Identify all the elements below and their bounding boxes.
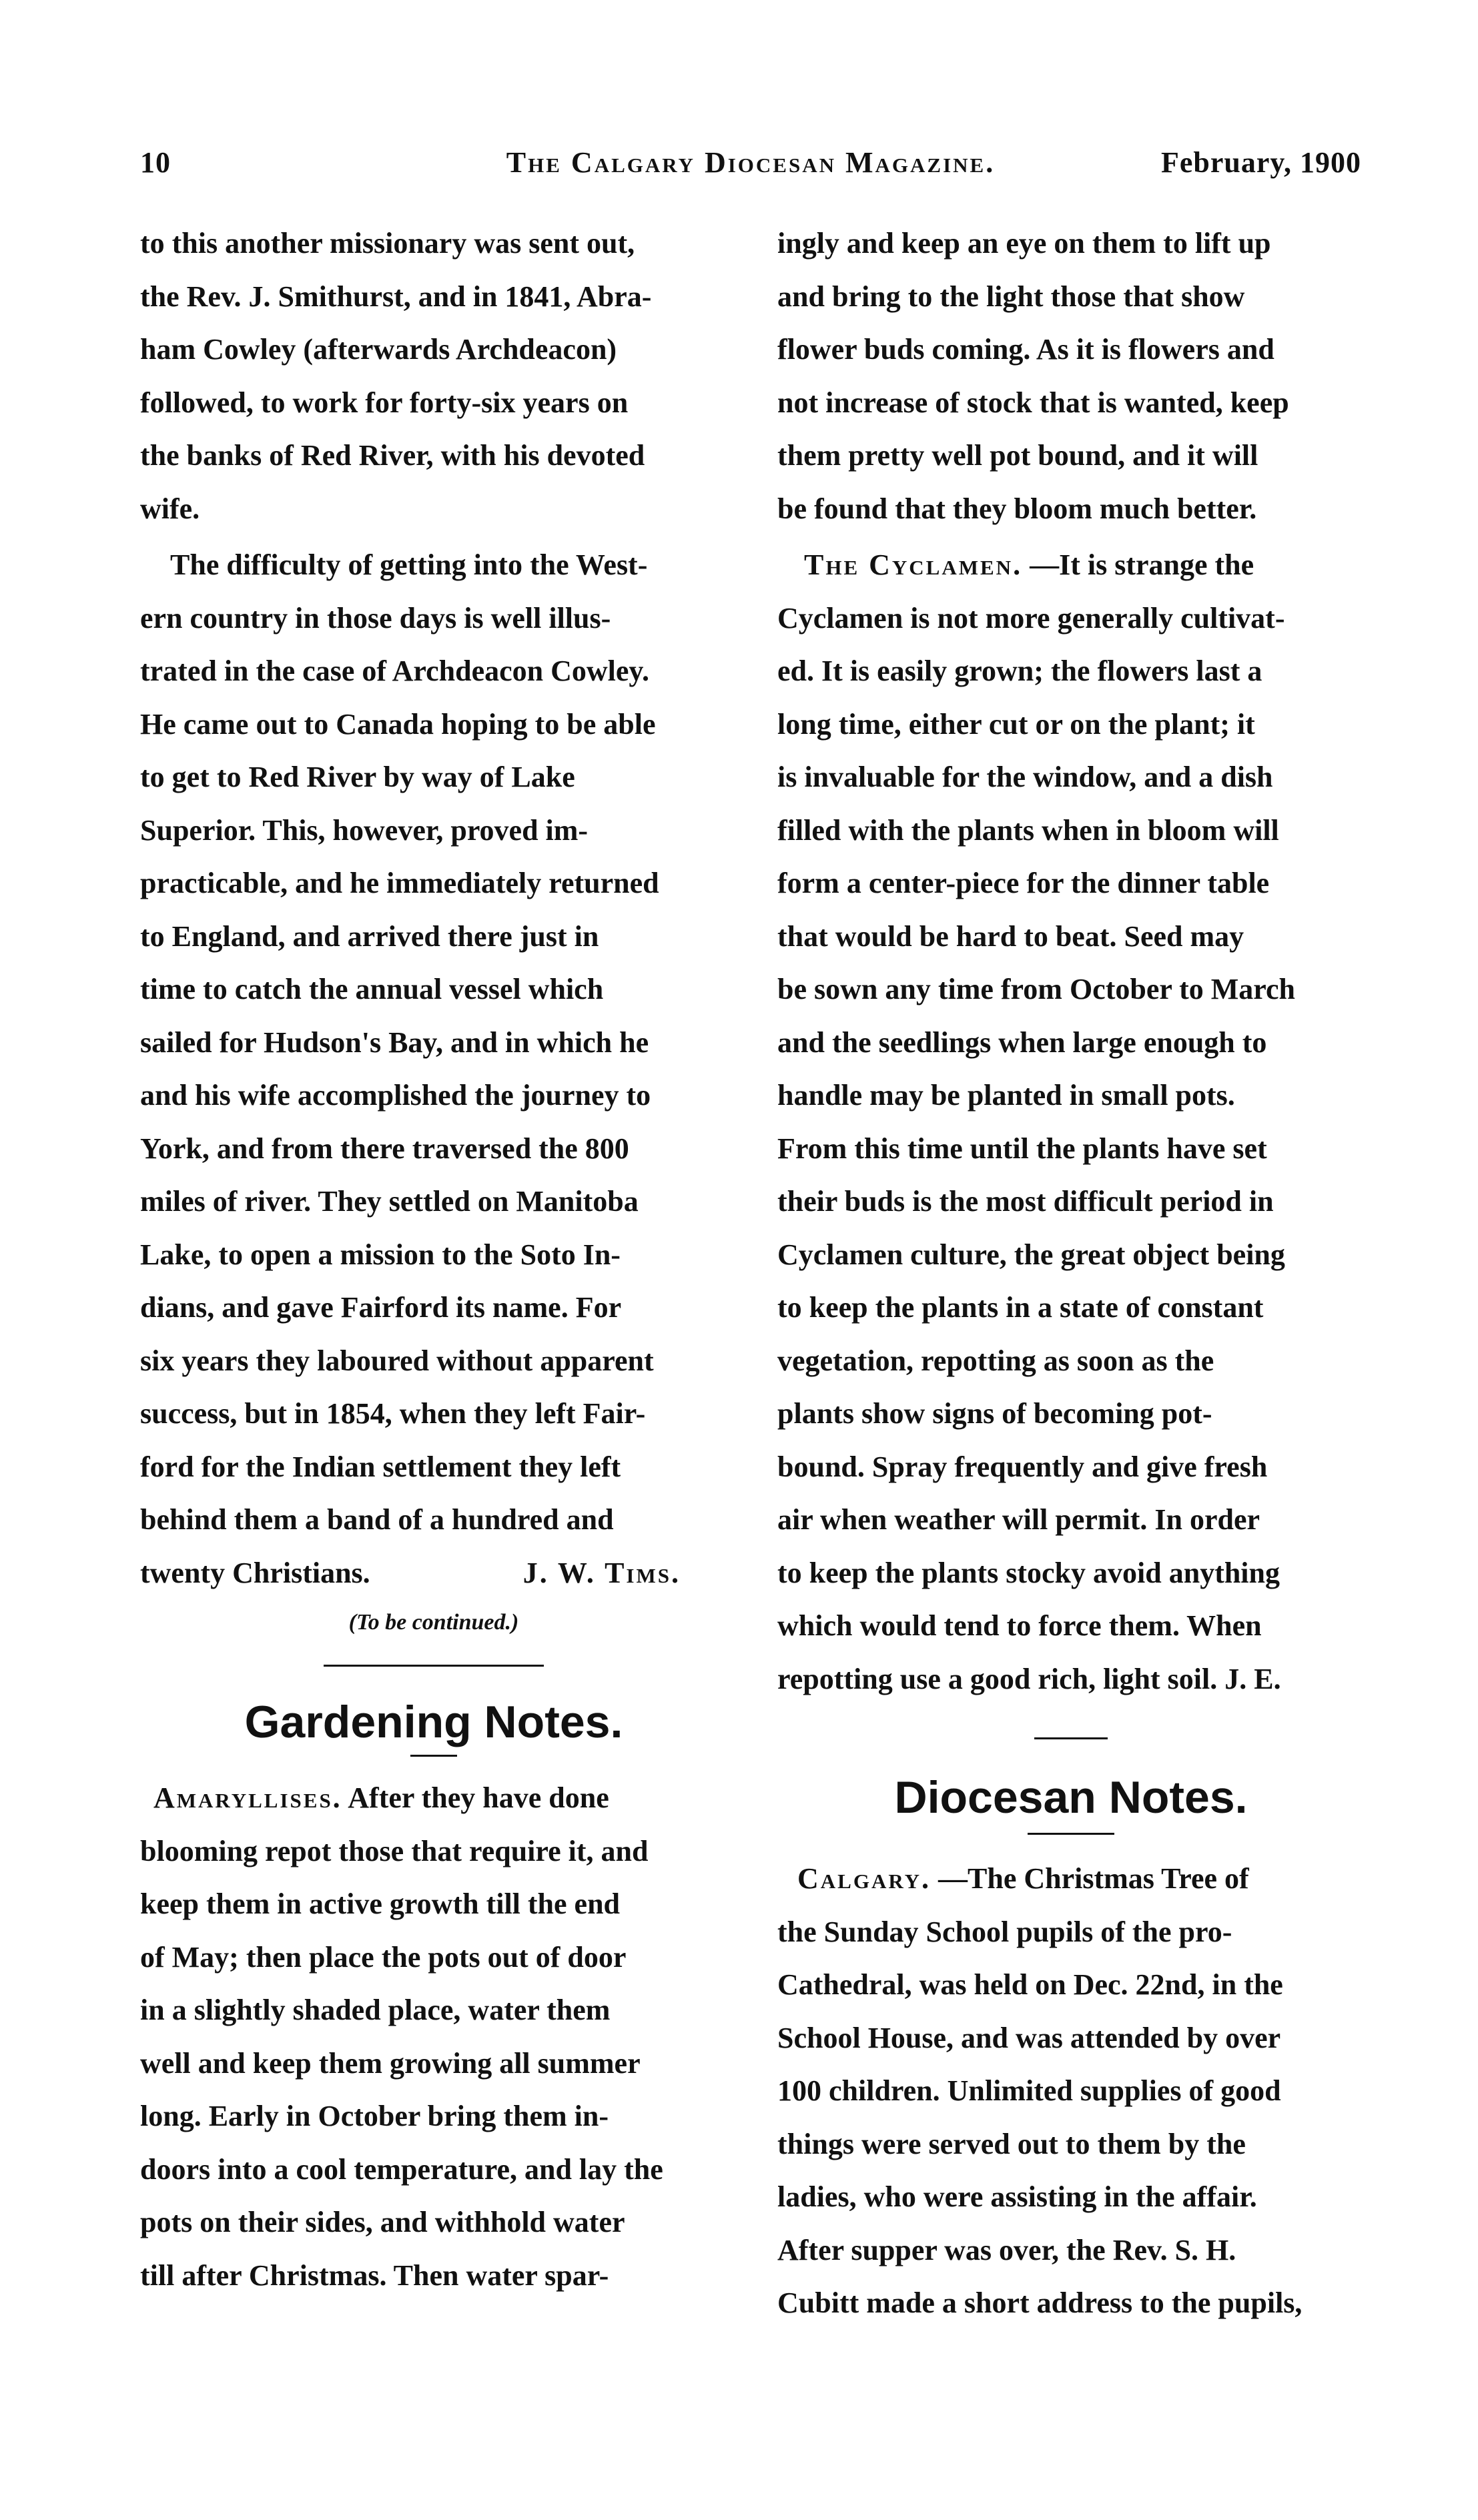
amaryllises-paragraph — [140, 1771, 727, 2302]
amaryllises-continuation — [777, 217, 1365, 535]
text-line: Cyclamen culture, the great object being — [777, 1238, 1285, 1271]
text-line: doors into a cool temperature, and lay the — [140, 2152, 663, 2186]
text-line: ed. It is easily grown; the flowers last a — [777, 655, 1262, 687]
text-line: practicable, and he immediately returned — [140, 867, 659, 899]
text-line: bound. Spray frequently and give fresh — [777, 1450, 1268, 1483]
text-line: ford for the Indian settlement they left — [140, 1450, 621, 1483]
text-line: dians, and gave Fairford its name. For — [140, 1291, 622, 1324]
amaryllises-lead: Amaryllises. — [153, 1781, 342, 1814]
text-line: pots on their sides, and withhold water — [140, 2206, 625, 2238]
diocesan-notes-heading: Diocesan Notes. — [894, 1772, 1248, 1823]
text-line: followed, to work for forty-six years on — [140, 386, 629, 419]
text-line: filled with the plants when in bloom will — [777, 813, 1279, 847]
text-line: in a slightly shaded place, water them — [140, 1994, 611, 2026]
text-line: 100 children. Unlimited supplies of good — [777, 2074, 1281, 2107]
text-line: From this time until the plants have set — [777, 1132, 1267, 1165]
text-line: six years they laboured without apparent — [140, 1344, 654, 1377]
text-run: —The Christmas Tree of — [938, 1862, 1249, 1895]
text-line: Cubitt made a short address to the pupils, — [777, 2286, 1303, 2319]
text-line: that would be hard to beat. Seed may — [777, 919, 1244, 953]
text-line: ern country in those days is well illus- — [140, 601, 611, 635]
text-line: and the seedlings when large enough to — [777, 1025, 1267, 1059]
text-line: long. Early in October bring them in- — [140, 2100, 609, 2132]
text-line: the Rev. J. Smithurst, and in 1841, Abra- — [140, 280, 652, 313]
cyclamen-lead: The Cyclamen. — [804, 548, 1023, 581]
text-line: not increase of stock that is wanted, keep — [777, 386, 1289, 419]
text-line — [777, 1852, 1365, 1906]
text-line: the banks of Red River, with his devoted — [140, 439, 645, 472]
text-line: form a center-piece for the dinner table — [777, 867, 1270, 899]
text-line: plants show signs of becoming pot- — [777, 1397, 1212, 1430]
section-divider — [1034, 1737, 1108, 1739]
section-divider — [324, 1665, 544, 1667]
text-line: of May; then place the pots out of door — [140, 1940, 627, 1974]
text-line: ladies, who were assisting in the affair. — [777, 2180, 1257, 2213]
text-line: and his wife accomplished the journey to — [140, 1079, 651, 1112]
text-line: their buds is the most difficult period in — [777, 1185, 1274, 1218]
text-line: is invaluable for the window, and a dish — [777, 761, 1273, 793]
text-line: Cyclamen is not more generally cultivat- — [777, 601, 1285, 635]
issue-date: February, 1900 — [1161, 146, 1361, 179]
text-line: things were served out to them by the — [777, 2127, 1246, 2160]
article-continuation-paragraph — [140, 217, 727, 535]
text-line: to keep the plants in a state of constant — [777, 1291, 1264, 1324]
text-line: blooming repot those that require it, and — [140, 1834, 649, 1867]
text-line: till after Christmas. Then water spar- — [140, 2258, 609, 2292]
text-line: to this another missionary was sent out, — [140, 227, 635, 260]
gardening-notes-heading: Gardening Notes. — [244, 1697, 623, 1747]
text-line: Lake, to open a mission to the Soto In- — [140, 1238, 621, 1271]
cyclamen-paragraph — [777, 538, 1365, 1705]
text-run: —It is strange the — [1030, 548, 1254, 581]
text-line: repotting use a good rich, light soil. J. E. — [777, 1662, 1281, 1695]
archdeacon-paragraph — [140, 538, 727, 1599]
text-line — [140, 1771, 727, 1825]
text-line: and bring to the light those that show — [777, 280, 1245, 313]
heading-underline — [410, 1755, 457, 1757]
author-signature: J. W. Tims. — [522, 1556, 681, 1589]
text-line: He came out to Canada hoping to be able — [140, 707, 656, 741]
text-line: handle may be planted in small pots. — [777, 1079, 1235, 1112]
text-line: to keep the plants stocky avoid anything — [777, 1556, 1280, 1589]
text-line: School House, and was attended by over — [777, 2021, 1281, 2054]
text-line: be found that they bloom much better. — [777, 492, 1257, 525]
calgary-lead: Calgary. — [797, 1862, 932, 1895]
text-line: The difficulty of getting into the West- — [170, 548, 648, 581]
text-line: success, but in 1854, when they left Fair- — [140, 1397, 646, 1430]
text-line: to England, and arrived there just in — [140, 919, 599, 953]
text-line: air when weather will permit. In order — [777, 1503, 1260, 1536]
text-line: be sown any time from October to March — [777, 973, 1295, 1005]
text-line: to get to Red River by way of Lake — [140, 761, 575, 793]
text-line: keep them in active growth till the end — [140, 1887, 621, 1920]
text-line: twenty Christians. — [140, 1556, 370, 1589]
text-line: York, and from there traversed the 800 — [140, 1132, 629, 1165]
text-line: flower buds coming. As it is flowers and — [777, 333, 1274, 366]
text-line — [777, 538, 1365, 592]
magazine-title: The Calgary Diocesan Magazine. — [506, 146, 996, 179]
text-line: well and keep them growing all summer — [140, 2046, 641, 2080]
text-line: After supper was over, the Rev. S. H. — [777, 2233, 1236, 2266]
page-number: 10 — [140, 146, 171, 179]
left-column — [140, 217, 727, 2302]
text-line: Cathedral, was held on Dec. 22nd, in the — [777, 1968, 1283, 2001]
text-run: After they have done — [348, 1781, 609, 1814]
text-line: time to catch the annual vessel which — [140, 973, 604, 1005]
calgary-paragraph — [777, 1852, 1365, 2330]
text-line: long time, either cut or on the plant; it — [777, 707, 1255, 741]
to-be-continued-note: (To be continued.) — [348, 1610, 519, 1635]
text-line: ham Cowley (afterwards Archdeacon) — [140, 333, 617, 366]
running-header — [140, 145, 1361, 185]
text-line: vegetation, repotting as soon as the — [777, 1344, 1214, 1377]
text-line: which would tend to force them. When — [777, 1609, 1262, 1642]
text-line: behind them a band of a hundred and — [140, 1503, 614, 1536]
signature-line — [140, 1547, 727, 1600]
text-line: trated in the case of Archdeacon Cowley. — [140, 655, 649, 687]
text-line: miles of river. They settled on Manitoba — [140, 1185, 639, 1218]
text-line: them pretty well pot bound, and it will — [777, 439, 1258, 472]
text-line: ingly and keep an eye on them to lift up — [777, 227, 1271, 260]
text-line: the Sunday School pupils of the pro- — [777, 1915, 1232, 1948]
text-line: wife. — [140, 492, 200, 525]
heading-underline — [1028, 1833, 1114, 1835]
text-line: sailed for Hudson's Bay, and in which he — [140, 1025, 649, 1059]
text-line: Superior. This, however, proved im- — [140, 813, 589, 847]
right-column — [777, 217, 1365, 2330]
